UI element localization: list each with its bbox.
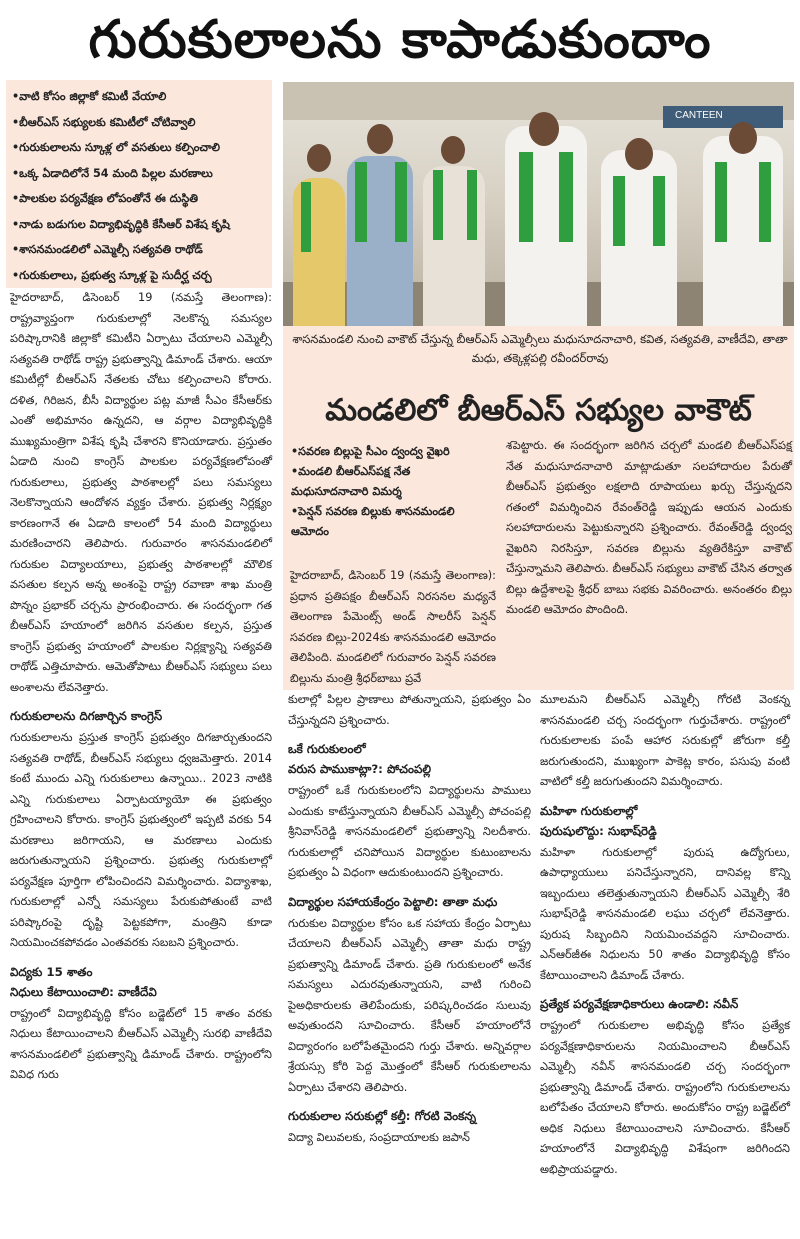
main-story-column-2	[288, 690, 531, 1153]
paragraph: గురుకులాలను ప్రస్తుత కాంగ్రెస్ ప్రభుత్వం దిగజార్చుతుందని సత్యవతి రాథోడ్, బీఆర్ఎస్ సభ్యులు ధ్వజమెత్తారు. 2014 కంటే ముందు ఎన్ని గురుకులాలు ఉన్నాయి.. 2023 నాటికి ఎన్ని గురుకులాలు ఏర్పాటయ్యాయో ఈ ప్రభుత్వం గ్రహించాలని కోరారు. కాంగ్రెస్ ప్రభుత్వంలో ఇప్పటి వరకు 54 మరణాలు జరిగాయని, ఆ మరణాలు ఎందుకు జరుగుతున్నాయని ప్రశ్నించారు. ప్రభుత్వ గురుకులాల్లో పర్యవేక్షణ పూర్తిగా లోపించిందని విమర్శించారు. విద్యాశాఖ, గురుకులాల్లో ఎన్నో సమస్యలు పేరుకుపోతుంటే వాటి పరిష్కారంపై దృష్టి పెట్టకపోగా, మంత్రిని కూడా నియమించకపోవడం ఎంతవరకు సబబని ప్రశ్నించారు.	[10, 731, 272, 949]
key-point: • బీఆర్ఎస్ సభ్యులకు కమిటీలో చోటివ్వాలి	[12, 110, 266, 136]
key-points-box	[6, 80, 272, 288]
paragraph: మూలమని బీఆర్ఎస్ ఎమ్మెల్సీ గోరటి వెంకన్న శాసనమండలి చర్చ సందర్భంగా గుర్తుచేశారు. రాష్ట్రంలో గురుకులాలకు పంపే ఆహార సరుకుల్లో జోరుగా కల్తీ జరుగుతుందని, ముఖ్యంగా పాకెట్ల కారం, పసుపు వంటి వాటిలో కల్తీ జరుగుతుందని విమర్శించారు.	[540, 693, 790, 788]
subheading: నిధులు కేటాయించాలి: వాణీదేవి	[10, 984, 157, 999]
key-point: • పెన్షన్ సవరణ బిల్లుకు శాసనమండలి ఆమోదం	[291, 502, 490, 542]
subheading: ప్రత్యేక పర్యవేక్షణాధికారులు ఉండాలి: నవీన్	[540, 997, 739, 1011]
main-story-column-1	[10, 288, 272, 1090]
subheading: విద్యార్థుల సహాయకేంద్రం పెట్టాలి: తాతా మధు	[288, 894, 498, 909]
page-headline: గురుకులాలను కాపాడుకుందాం	[88, 10, 712, 70]
subheading: గురుకులాల సరుకుల్లో కల్తీ: గోరటి వెంకన్న	[288, 1109, 477, 1123]
paragraph: హైదరాబాద్, డిసెంబర్ 19 (నమస్తే తెలంగాణ): రాష్ట్రవ్యాప్తంగా గురుకులాల్లో నెలకొన్న సమస్యల పరిష్కారానికి జిల్లాకో కమిటీని ఏర్పాటు చేయాలని ఎమ్మెల్సీ సత్యవతి రాథోడ్ రాష్ట్ర ప్రభుత్వాన్ని డిమాండ్ చేశారు. ఆయా కమిటీల్లో బీఆర్ఎస్ నేతలకు చోటు కల్పించాలని కోరారు. దళిత, గిరిజన, బీసీ విద్యార్థుల పట్ల మాజీ సీఎం కేసీఆర్‌కు ఎంతో అభిమానం ఉన్నదని, ఆ వర్గాల విద్యాభివృద్ధికి ముఖ్యమంత్రిగా విశేష కృషి చేశారని కొనియాడారు. ప్రస్తుతం ఏడాది నుంచి కాంగ్రెస్ పాలకుల పర్యవేక్షణలోపంతో గురుకులాలు, ప్రభుత్వ పాఠశాలల్లో పలు సమస్యలు నెలకొన్నాయని ఆందోళన వ్యక్తం చేశారు. ప్రభుత్వ నిర్లక్ష్యం కారణంగానే ఈ ఏడాది కాలంలో 54 మంది విద్యార్థులు మరణించారని తెలిపారు. గురువారం శాసనమండలిలో గురుకుల విద్యాలయాలు, ప్రభుత్వ పాఠశాలల్లో మౌలిక వసతుల కల్పన అన్న అంశంపై రాష్ట్ర రవాణా శాఖ మంత్రి పొన్నం ప్రభాకర్ చర్చను ప్రారంభించారు. ఈ సందర్భంగా గత బీఆర్ఎస్ హయాంలో జరిగిన వసతుల కల్పన, ప్రస్తుత కాంగ్రెస్ ప్రభుత్వ హయాంలో పాలకుల నిర్లక్ష్యాన్ని సత్యవతి రాథోడ్ ఎత్తిచూపారు. ఆమెతోపాటు బీఆర్ఎస్ సభ్యులు పలు అంశాలను లేవనెత్తారు.	[10, 291, 272, 694]
subheading: ఒకే గురుకులంలో	[288, 742, 366, 756]
key-point: • వాటి కోసం జిల్లాకో కమిటీ వేయాలి	[12, 84, 266, 110]
key-point: • సవరణ బిల్లుపై సీఎం ద్వంద్వ వైఖరి	[291, 442, 490, 462]
key-point: • పాలకుల పర్యవేక్షణ లోపంతోనే ఈ దుస్థితి	[12, 186, 266, 212]
paragraph: మహిళా గురుకులాల్లో పురుష ఉద్యోగులు, ఉపాధ్యాయులు పనిచేస్తున్నారని, దానివల్ల కొన్ని ఇబ్బందులు తలెత్తుతున్నాయని బీఆర్ఎస్ ఎమ్మెల్సీ శేరి సుభాష్‌రెడ్డి శాసనమండలి లఘు చర్చలో లేవనెత్తారు. పురుష సిబ్బందిని నియమించవద్దని సూచించారు. ఎన్ఆర్‌జీఈ నిధులను 50 శాతం విద్యాభివృద్ధి కోసం కేటాయించాలని డిమాండ్ చేశారు.	[540, 845, 790, 982]
key-point: • మండలి బీఆర్ఎస్‌పక్ష నేత మధుసూదనాచారి విమర్శ	[291, 462, 490, 502]
secondary-headline: మండలిలో బీఆర్ఎస్ సభ్యుల వాకౌట్	[283, 386, 794, 436]
subheading: పురుషులొద్దు: సుభాష్‌రెడ్డి	[540, 823, 657, 838]
secondary-key-points	[283, 436, 498, 566]
secondary-story-part2: శపెట్టారు. ఈ సందర్భంగా జరిగిన చర్చలో మండలి బీఆర్ఎస్‌పక్ష నేత మధుసూదనాచారి మాట్లాడుతూ సలహాదారుల పేరుతో బీఆర్ఎస్ ప్రభుత్వం లక్షలాది రూపాయలు ఖర్చు చేస్తున్నదని గతంలో విమర్శించిన రేవంత్‌రెడ్డి ఇప్పుడు ఆయన ఎందుకు సలహాదారులను పెట్టుకున్నారని ప్రశ్నించారు. రేవంత్‌రెడ్డి ద్వంద్వ వైఖరిని నిరసిస్తూ, సవరణ బిల్లును వ్యతిరేకిస్తూ వాకౌట్ చేస్తున్నామని తెలిపారు. బీఆర్ఎస్ సభ్యులు వాకౌట్ చేసిన తర్వాత బిల్లు ఉద్దేశాలపై శ్రీధర్ బాబు సభకు వివరించారు. అనంతరం బిల్లు మండలి ఆమోదం పొందింది.	[506, 439, 792, 616]
main-story-column-3	[540, 690, 790, 1184]
subheading: వరుస పాముకాట్లా?: పోచంపల్లి	[288, 762, 431, 776]
subheading: విద్యకు 15 శాతం	[10, 964, 93, 979]
canteen-sign: CANTEEN	[675, 110, 723, 121]
paragraph: రాష్ట్రంలో ఒకే గురుకులంలోని విద్యార్థులను పాములు ఎందుకు కాటేస్తున్నాయని బీఆర్ఎస్ ఎమ్మెల్సీ పోచంపల్లి శ్రీనివాస్‌రెడ్డి శాసనమండలిలో ప్రభుత్వాన్ని నిలదీశారు. గురుకులాల్లో చనిపోయిన విద్యార్థుల కుటుంబాలను ప్రభుత్వం ఏ విధంగా ఆదుకుంటుందని ప్రశ్నించారు.	[288, 784, 531, 879]
key-point: • గురుకులాలను స్కూళ్ల లో వసతులు కల్పించాలి	[12, 135, 266, 161]
secondary-story-part1: హైదరాబాద్, డిసెంబర్ 19 (నమస్తే తెలంగాణ): ప్రధాన ప్రతిపక్షం బీఆర్ఎస్ నిరసనల మధ్యనే తెలంగాణ పేమెంట్స్ అండ్ సాలరీస్ పెన్షన్ సవరణ బిల్లు-2024కు శాసనమండలి ఆమోదం తెలిపింది. మండలిలో గురువారం పెన్షన్ సవరణ బిల్లును మంత్రి శ్రీధర్‌బాబు ప్రవే	[290, 569, 496, 685]
subheading: గురుకులాలను దిగజార్చిన కాంగ్రెస్	[10, 709, 163, 723]
paragraph: విద్యా విలువలకు, సంప్రదాయాలకు జపాన్	[288, 1131, 470, 1144]
paragraph: రాష్ట్రంలో గురుకులాల అభివృద్ధి కోసం ప్రత్యేక పర్యవేక్షణాధికారులను నియమించాలని బీఆర్ఎస్ ఎమ్మెల్సీ నవీన్ శాసనమండలి చర్చ సందర్భంగా ప్రభుత్వాన్ని డిమాండ్ చేశారు. రాష్ట్రంలోని గురుకులాలను బలోపేతం చేయాలని కోరారు. అందుకోసం రాష్ట్ర బడ్జెట్‌లో అధిక నిధులు కేటాయించాలని సూచించారు. కేసీఆర్ హయాంలోనే విద్యాభివృద్ధి విశేషంగా జరిగిందని అభిప్రాయపడ్డారు.	[540, 1019, 790, 1176]
key-point: • నాడు బడుగుల విద్యాభివృద్ధికి కేసీఆర్ విశేష కృషి	[12, 212, 266, 238]
photo-caption: శాసనమండలి నుంచి వాకౌట్ చేస్తున్న బీఆర్ఎస్ ఎమ్మెల్సీలు మధుసూదనాచారి, కవిత, సత్యవతి, వాణీదేవి, తాతా మధు, తక్కెళ్లపల్లి రవీందర్‌రావు	[292, 332, 788, 365]
paragraph: రాష్ట్రంలో విద్యాభివృద్ధి కోసం బడ్జెట్‌లో 15 శాతం వరకు నిధులు కేటాయించాలని బీఆర్ఎస్ ఎమ్మెల్సీ సురభి వాణీదేవి శాసనమండలిలో ప్రభుత్వాన్ని డిమాండ్ చేశారు. రాష్ట్రంలోని వివిధ గురు	[10, 1006, 272, 1081]
key-point: • గురుకులాలు, ప్రభుత్వ స్కూళ్ల పై సుదీర్ఘ చర్చ	[12, 263, 266, 289]
news-photo	[283, 82, 794, 326]
paragraph: కులాల్లో పిల్లల ప్రాణాలు పోతున్నాయని, ప్రభుత్వం ఏం చేస్తున్నదని ప్రశ్నించారు.	[288, 693, 531, 727]
paragraph: గురుకుల విద్యార్థుల కోసం ఒక సహాయ కేంద్రం ఏర్పాటు చేయాలని బీఆర్ఎస్ ఎమ్మెల్సీ తాతా మధు రాష్ట్ర ప్రభుత్వాన్ని డిమాండ్ చేశారు. ప్రతి గురుకులంలో అనేక సమస్యలు ఎదురవుతున్నాయని, వాటి గురించి పైఅధికారులకు తెలిపేందుకు, పరిష్కరించడం సులువు అవుతుందని సూచించారు. కేసీఆర్ హయాంలోనే విద్యారంగం బలోపేతమైందని గుర్తు చేశారు. అన్నివర్గాల శ్రేయస్సు కోరి పెద్ద మొత్తంలో కేసీఆర్ గురుకులాలను ఏర్పాటు చేశారని తెలిపారు.	[288, 916, 531, 1094]
subheading: మహిళా గురుకులాల్లో	[540, 803, 638, 818]
key-point: • శాసనమండలిలో ఎమ్మెల్సీ సత్యవతి రాథోడ్	[12, 237, 266, 263]
key-point: • ఒక్క ఏడాదిలోనే 54 మంది పిల్లల మరణాలు	[12, 161, 266, 187]
